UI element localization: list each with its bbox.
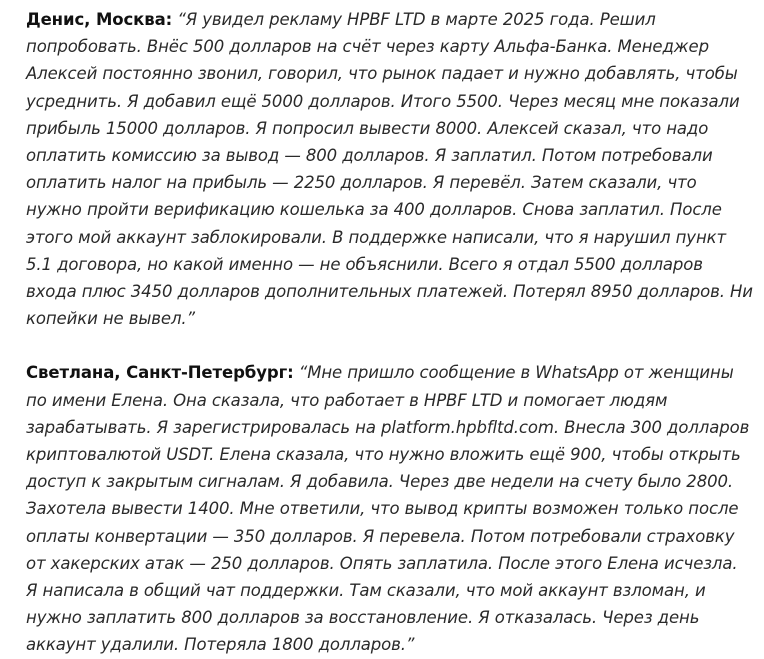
testimonial-denis: [26, 6, 754, 332]
testimonial-quote: “Мне пришло сообщение в WhatsApp от женщины по имени Елена. Она сказала, что работает в HPBF LTD и помогает людям зарабатывать. Я зарегистрировалась на platform.hpbfltd.com. Внесла 300 долларов криптовалютой USDT. Елена сказала, что нужно вложить ещё 900, чтобы открыть доступ к закрытым сигналам. Я добавила. Через две недели на счету было 2800. Захотела вывести 1400. Мне ответили, что вывод крипты возможен только после оплаты конвертации — 350 долларов. Я перевела. Потом потребовали страховку от хакерских атак — 250 долларов. Опять заплатила. После этого Елена исчезла. Я написала в общий чат поддержки. Там сказали, что мой аккаунт взломан, и нужно заплатить 800 долларов за восстановление. Я отказалась. Через день аккаунт удалили. Потеряла 1800 долларов.”: [26, 363, 750, 655]
testimonial-quote: “Я увидел рекламу HPBF LTD в марте 2025 года. Решил попробовать. Внёс 500 долларов на счёт через карту Альфа-Банка. Менеджер Алексей постоянно звонил, говорил, что рынок падает и нужно добавлять, чтобы усреднить. Я добавил ещё 5000 долларов. Итого 5500. Через месяц мне показали прибыль 15000 долларов. Я попросил вывести 8000. Алексей сказал, что надо оплатить комиссию за вывод — 800 долларов. Я заплатил. Потом потребовали оплатить налог на прибыль — 2250 долларов. Я перевёл. Затем сказали, что нужно пройти верификацию кошелька за 400 долларов. Снова заплатил. После этого мой аккаунт заблокировали. В поддержке написали, что я нарушил пункт 5.1 договора, но какой именно — не объяснили. Всего я отдал 5500 долларов входа плюс 3450 долларов дополнительных платежей. Потерял 8950 долларов. Ни копейки не вывел.”: [26, 10, 753, 329]
testimonial-svetlana: [26, 359, 754, 658]
testimonial-author: Светлана, Санкт-Петербург:: [26, 363, 294, 383]
testimonial-author: Денис, Москва:: [26, 10, 173, 29]
